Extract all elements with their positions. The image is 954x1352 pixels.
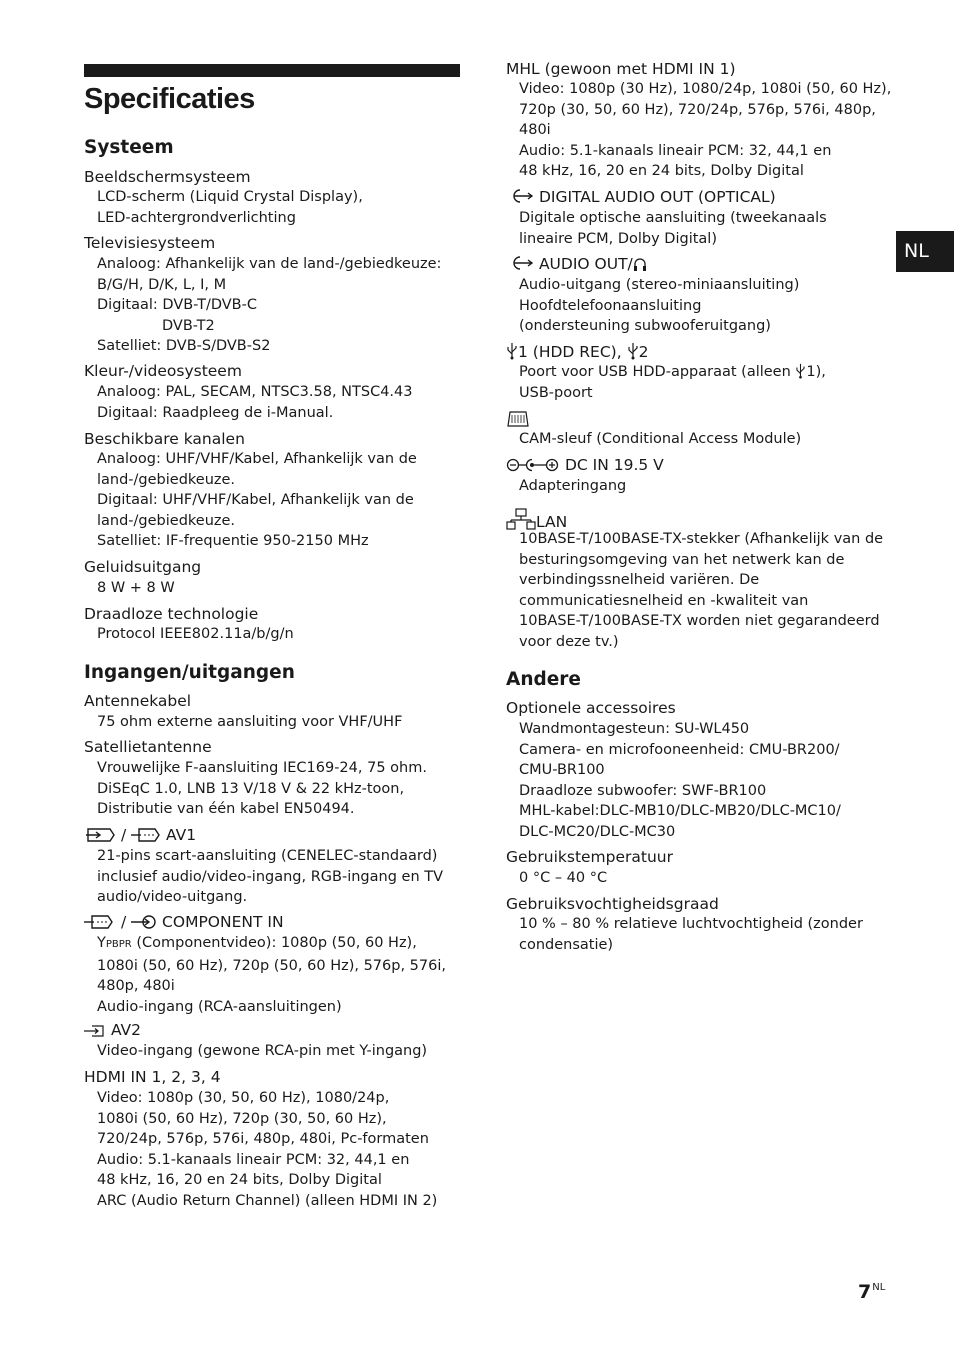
spec-desc-audio-out: Audio-uitgang (stereo-miniaansluiting) Hoofdtelefoonaansluiting (ondersteuning subwooferuitgang) <box>519 277 800 335</box>
spec-desc-usb: Poort voor USB HDD-apparaat (alleen 1), USB-poort <box>519 364 826 401</box>
page-number: $7^{NL}$ <box>858 1281 886 1303</box>
section-heading-systeem: Systeem <box>84 137 174 158</box>
dc-in-icon <box>506 457 560 473</box>
section-heading-andere: Andere <box>506 669 581 690</box>
spec-desc-av2: Video-ingang (gewone RCA-pin met Y-ingang) <box>97 1043 428 1059</box>
spec-term-kanalen: Beschikbare kanalen <box>84 430 245 448</box>
spec-desc-kanalen: Analoog: UHF/VHF/Kabel, Afhankelijk van de land-/gebiedkeuze. Digitaal: UHF/VHF/Kabel, Afhankelijk van de land-/gebiedkeuze. Satelliet: IF-frequentie 950-2150 MHz <box>97 451 417 550</box>
cam-slot-icon <box>506 410 530 428</box>
title-bar <box>84 64 460 77</box>
headphones-icon <box>633 256 647 272</box>
spec-term-accessoires: Optionele accessoires <box>506 699 676 717</box>
page-title: Specificaties <box>84 83 255 115</box>
spec-desc-accessoires: Wandmontagesteun: SU-WL450 Camera- en microfooneenheid: CMU-BR200/ CMU-BR100 Draadloze subwoofer: SWF-BR100 MHL-kabel:DLC-MB10/DLC-MB20/DLC-MC10/ DLC-MC20/DLC-MC30 <box>519 721 841 840</box>
spec-desc-lan: 10BASE-T/100BASE-TX-stekker (Afhankelijk van de besturingsomgeving van het netwerk kan de verbindingssnelheid variëren. De communicatiesnelheid en -kwaliteit van 10BASE-T/100BASE-TX worden niet gegarandeerd voor deze tv.) <box>519 531 884 650</box>
usb-icon <box>627 342 639 360</box>
spec-term-kleur: Kleur-/videosysteem <box>84 362 242 380</box>
spec-term-draadloos: Draadloze technologie <box>84 605 259 623</box>
spec-desc-cam: CAM-sleuf (Conditional Access Module) <box>519 431 802 447</box>
scart-out-icon <box>131 827 161 843</box>
spec-term-av1: / AV1 <box>84 825 196 846</box>
spec-term-satelliet: Satellietantenne <box>84 738 212 756</box>
spec-desc-mhl: Video: 1080p (30 Hz), 1080/24p, 1080i (50, 60 Hz), 720p (30, 50, 60 Hz), 720/24p, 576p, 576i, 480p, 480i Audio: 5.1-kanaals lineair PCM: 32, 44,1 en 48 kHz, 16, 20 en 24 bits, Dolby Digital <box>519 81 892 180</box>
spec-term-hdmi: HDMI IN 1, 2, 3, 4 <box>84 1068 221 1086</box>
spec-term-audio-out: AUDIO OUT/ <box>506 254 647 275</box>
language-tab: NL <box>896 231 954 272</box>
scart-in-out-icon <box>84 827 116 843</box>
spec-term-televisiesysteem: Televisiesysteem <box>84 234 216 252</box>
spec-desc-draadloos: Protocol IEEE802.11a/b/g/n <box>97 626 294 642</box>
spec-term-lan: LAN <box>506 508 567 533</box>
spec-desc-vochtigheid: 10 % – 80 % relatieve luchtvochtigheid (zonder condensatie) <box>519 916 863 953</box>
spec-desc-dc: Adapteringang <box>519 478 627 494</box>
lan-icon <box>506 508 536 530</box>
spec-term-optical: DIGITAL AUDIO OUT (OPTICAL) <box>506 187 776 208</box>
spec-desc-temperatuur: 0 °C – 40 °C <box>519 870 608 886</box>
spec-term-geluid: Geluidsuitgang <box>84 558 202 576</box>
spec-desc-av1: 21-pins scart-aansluiting (CENELEC-standaard) inclusief audio/video-ingang, RGB-ingang en TV audio/video-uitgang. <box>97 848 444 906</box>
spec-desc-component: YPBPR (Componentvideo): 1080p (50, 60 Hz), 1080i (50, 60 Hz), 720p (50, 60 Hz), 576p, 576i, 480p, 480i Audio-ingang (RCA-aansluitingen) <box>97 935 446 1015</box>
spec-desc-satelliet: Vrouwelijke F-aansluiting IEC169-24, 75 ohm. DiSEqC 1.0, LNB 13 V/18 V & 22 kHz-toon, Distributie van één kabel EN50494. <box>97 760 427 818</box>
usb-icon <box>795 363 806 379</box>
spec-term-antenne: Antennekabel <box>84 692 192 710</box>
spec-term-temperatuur: Gebruikstemperatuur <box>506 848 673 866</box>
video-in-icon <box>131 914 157 930</box>
spec-desc-beeldscherm: LCD-scherm (Liquid Crystal Display), LED-achtergrondverlichting <box>97 189 363 226</box>
spec-desc-kleur: Analoog: PAL, SECAM, NTSC3.58, NTSC4.43 Digitaal: Raadpleeg de i-Manual. <box>97 384 413 421</box>
spec-desc-optical: Digitale optische aansluiting (tweekanaals lineaire PCM, Dolby Digital) <box>519 210 827 247</box>
spec-term-dc: DC IN 19.5 V <box>506 455 664 476</box>
digital-audio-out-icon <box>506 187 534 205</box>
usb-icon <box>506 342 518 360</box>
component-in-icon <box>84 914 116 930</box>
spec-term-beeldscherm: Beeldschermsysteem <box>84 168 251 186</box>
spec-term-av2: AV2 <box>84 1020 141 1041</box>
spec-desc-antenne: 75 ohm externe aansluiting voor VHF/UHF <box>97 714 403 730</box>
spec-desc-hdmi: Video: 1080p (30, 50, 60 Hz), 1080/24p, 1080i (50, 60 Hz), 720p (30, 50, 60 Hz), 720/24p, 576p, 576i, 480p, 480i, Pc-formaten Audio: 5.1-kanaals lineair PCM: 32, 44,1 en 48 kHz, 16, 20 en 24 bits, Dolby Digital ARC (Audio Return Channel) (alleen HDMI IN 2) <box>97 1090 438 1209</box>
spec-term-usb: 1 (HDD REC), 2 <box>506 342 648 363</box>
spec-term-mhl: MHL (gewoon met HDMI IN 1) <box>506 60 736 78</box>
spec-desc-televisiesysteem: Analoog: Afhankelijk van de land-/gebiedkeuze: B/G/H, D/K, L, I, M Digitaal: DVB-T/DVB-C DVB-T2 Satelliet: DVB-S/DVB-S2 <box>97 256 442 355</box>
spec-term-cam <box>506 410 530 431</box>
spec-desc-geluid: 8 W + 8 W <box>97 580 175 596</box>
spec-term-vochtigheid: Gebruiksvochtigheidsgraad <box>506 895 719 913</box>
section-heading-ingangen: Ingangen/uitgangen <box>84 662 295 683</box>
audio-out-icon <box>506 254 534 272</box>
spec-term-component: / COMPONENT IN <box>84 912 284 933</box>
video-in-icon <box>84 1024 106 1038</box>
